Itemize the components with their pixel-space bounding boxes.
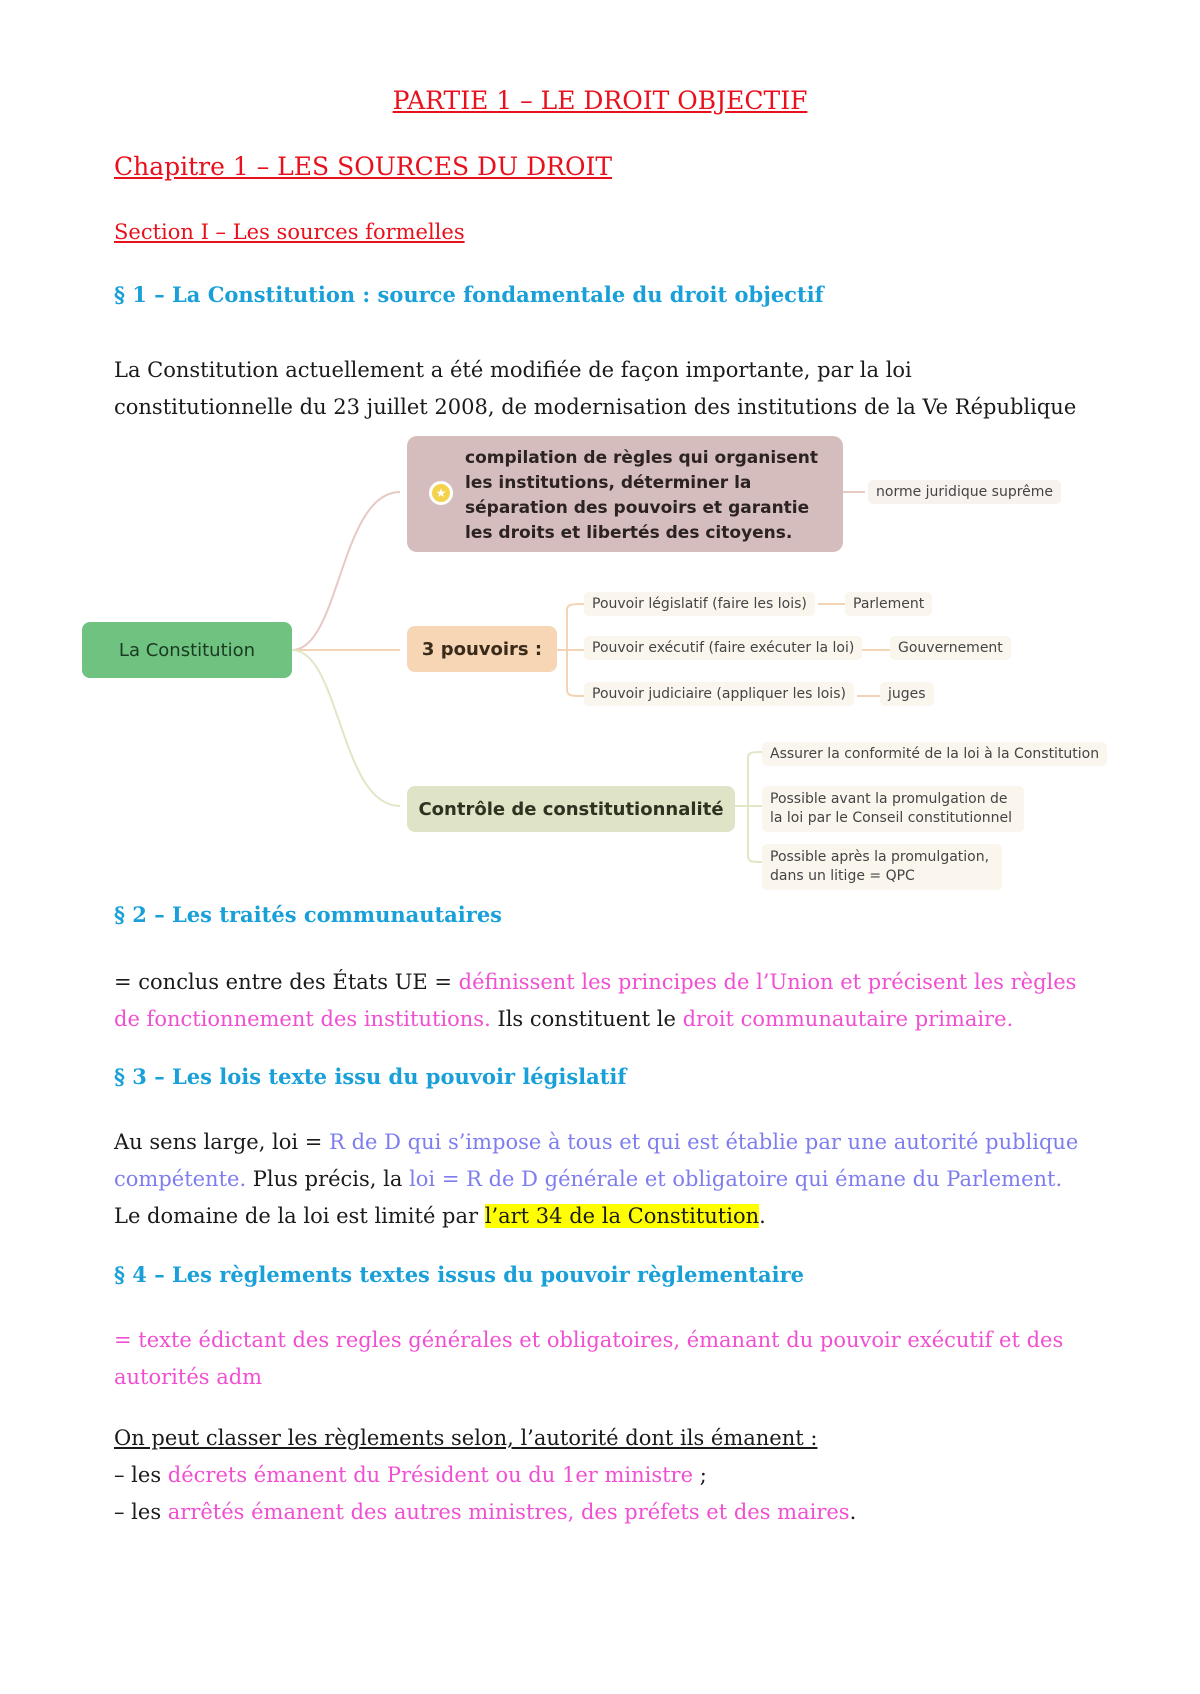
pouvoir-legislatif-holder: Parlement <box>845 592 932 616</box>
mindmap-pouvoirs-node: 3 pouvoirs : <box>407 626 557 672</box>
s3-text: Le domaine de la loi est limité par <box>114 1204 485 1228</box>
s2-heading: § 2 – Les traités communautaires <box>114 902 503 927</box>
s4-classer: On peut classer les règlements selon, l’autorité dont ils émanent : <box>114 1426 818 1450</box>
s4-bullet-1 <box>114 1457 707 1494</box>
s1-heading: § 1 – La Constitution : source fondamentale du droit objectif <box>114 282 824 307</box>
star-icon: ★ <box>429 481 453 505</box>
s4-text: . <box>849 1500 857 1524</box>
mindmap-root-node: La Constitution <box>82 622 292 678</box>
controle-item-3: Possible après la promulgation, dans un litige = QPC <box>762 844 1002 890</box>
s4-text: = <box>114 1328 139 1352</box>
s4-heading: § 4 – Les règlements textes issus du pouvoir règlementaire <box>114 1262 805 1287</box>
pouvoir-legislatif: Pouvoir législatif (faire les lois) <box>584 592 815 616</box>
s4-bullet-2 <box>114 1494 856 1531</box>
s4-def-line1 <box>114 1322 1063 1359</box>
section-title: Section I – Les sources formelles <box>114 220 465 244</box>
s4-text: – les <box>114 1463 168 1487</box>
s2-line1 <box>114 964 1076 1001</box>
pouvoir-executif-holder: Gouvernement <box>890 636 1011 660</box>
mindmap-controle-node: Contrôle de constitutionnalité <box>407 786 735 832</box>
definition-leaf: norme juridique suprême <box>868 480 1061 504</box>
s4-def-line2: autorités adm <box>114 1365 263 1389</box>
s1-para-line2: constitutionnelle du 23 juillet 2008, de modernisation des institutions de la Ve République <box>114 395 1077 419</box>
pouvoir-executif: Pouvoir exécutif (faire exécuter la loi) <box>584 636 862 660</box>
s3-highlight: compétente. <box>114 1167 247 1191</box>
s3-yellow-highlight: l’art 34 de la Constitution <box>484 1204 760 1228</box>
s4-highlight: décrets émanent du Président ou du 1er ministre <box>167 1463 694 1487</box>
s4-highlight: texte édictant des regles générales et obligatoires, émanant du pouvoir exécutif et des <box>138 1328 1064 1352</box>
s1-para-line1: La Constitution actuellement a été modifiée de façon importante, par la loi <box>114 358 912 382</box>
s2-text: = conclus entre des États UE = <box>114 970 459 994</box>
s2-line2 <box>114 1001 1013 1038</box>
s2-highlight: de fonctionnement des institutions. <box>114 1007 491 1031</box>
s2-highlight: droit communautaire primaire. <box>682 1007 1014 1031</box>
s3-line3 <box>114 1198 766 1235</box>
s4-text: ; <box>693 1463 707 1487</box>
s4-text: – les <box>114 1500 168 1524</box>
s2-highlight: définissent les principes de l’Union et précisent les règles <box>458 970 1077 994</box>
s3-line2 <box>114 1161 1062 1198</box>
s3-highlight: R de D qui s’impose à tous et qui est établie par une autorité publique <box>329 1130 1079 1154</box>
s2-text: Ils constituent le <box>490 1007 683 1031</box>
s3-line1 <box>114 1124 1078 1161</box>
controle-item-2: Possible avant la promulgation de la loi par le Conseil constitutionnel <box>762 786 1024 832</box>
definition-text: compilation de règles qui organisent les institutions, déterminer la séparation des pouvoirs et garantie les droits et libertés des citoyens. <box>465 448 819 543</box>
s3-text: Plus précis, la <box>246 1167 410 1191</box>
pouvoir-judiciaire-holder: juges <box>880 682 934 706</box>
partie-title: PARTIE 1 – LE DROIT OBJECTIF <box>392 86 808 115</box>
s3-heading: § 3 – Les lois texte issu du pouvoir législatif <box>114 1064 627 1089</box>
chapitre-title: Chapitre 1 – LES SOURCES DU DROIT <box>114 152 613 181</box>
s3-highlight: loi = R de D générale et obligatoire qui émane du Parlement. <box>409 1167 1063 1191</box>
s3-text: Au sens large, loi = <box>114 1130 330 1154</box>
s4-highlight: arrêtés émanent des autres ministres, des préfets et des maires <box>167 1500 850 1524</box>
controle-item-1: Assurer la conformité de la loi à la Constitution <box>762 742 1107 766</box>
mindmap-definition-node <box>407 436 843 552</box>
pouvoir-judiciaire: Pouvoir judiciaire (appliquer les lois) <box>584 682 854 706</box>
s3-text: . <box>759 1204 766 1228</box>
